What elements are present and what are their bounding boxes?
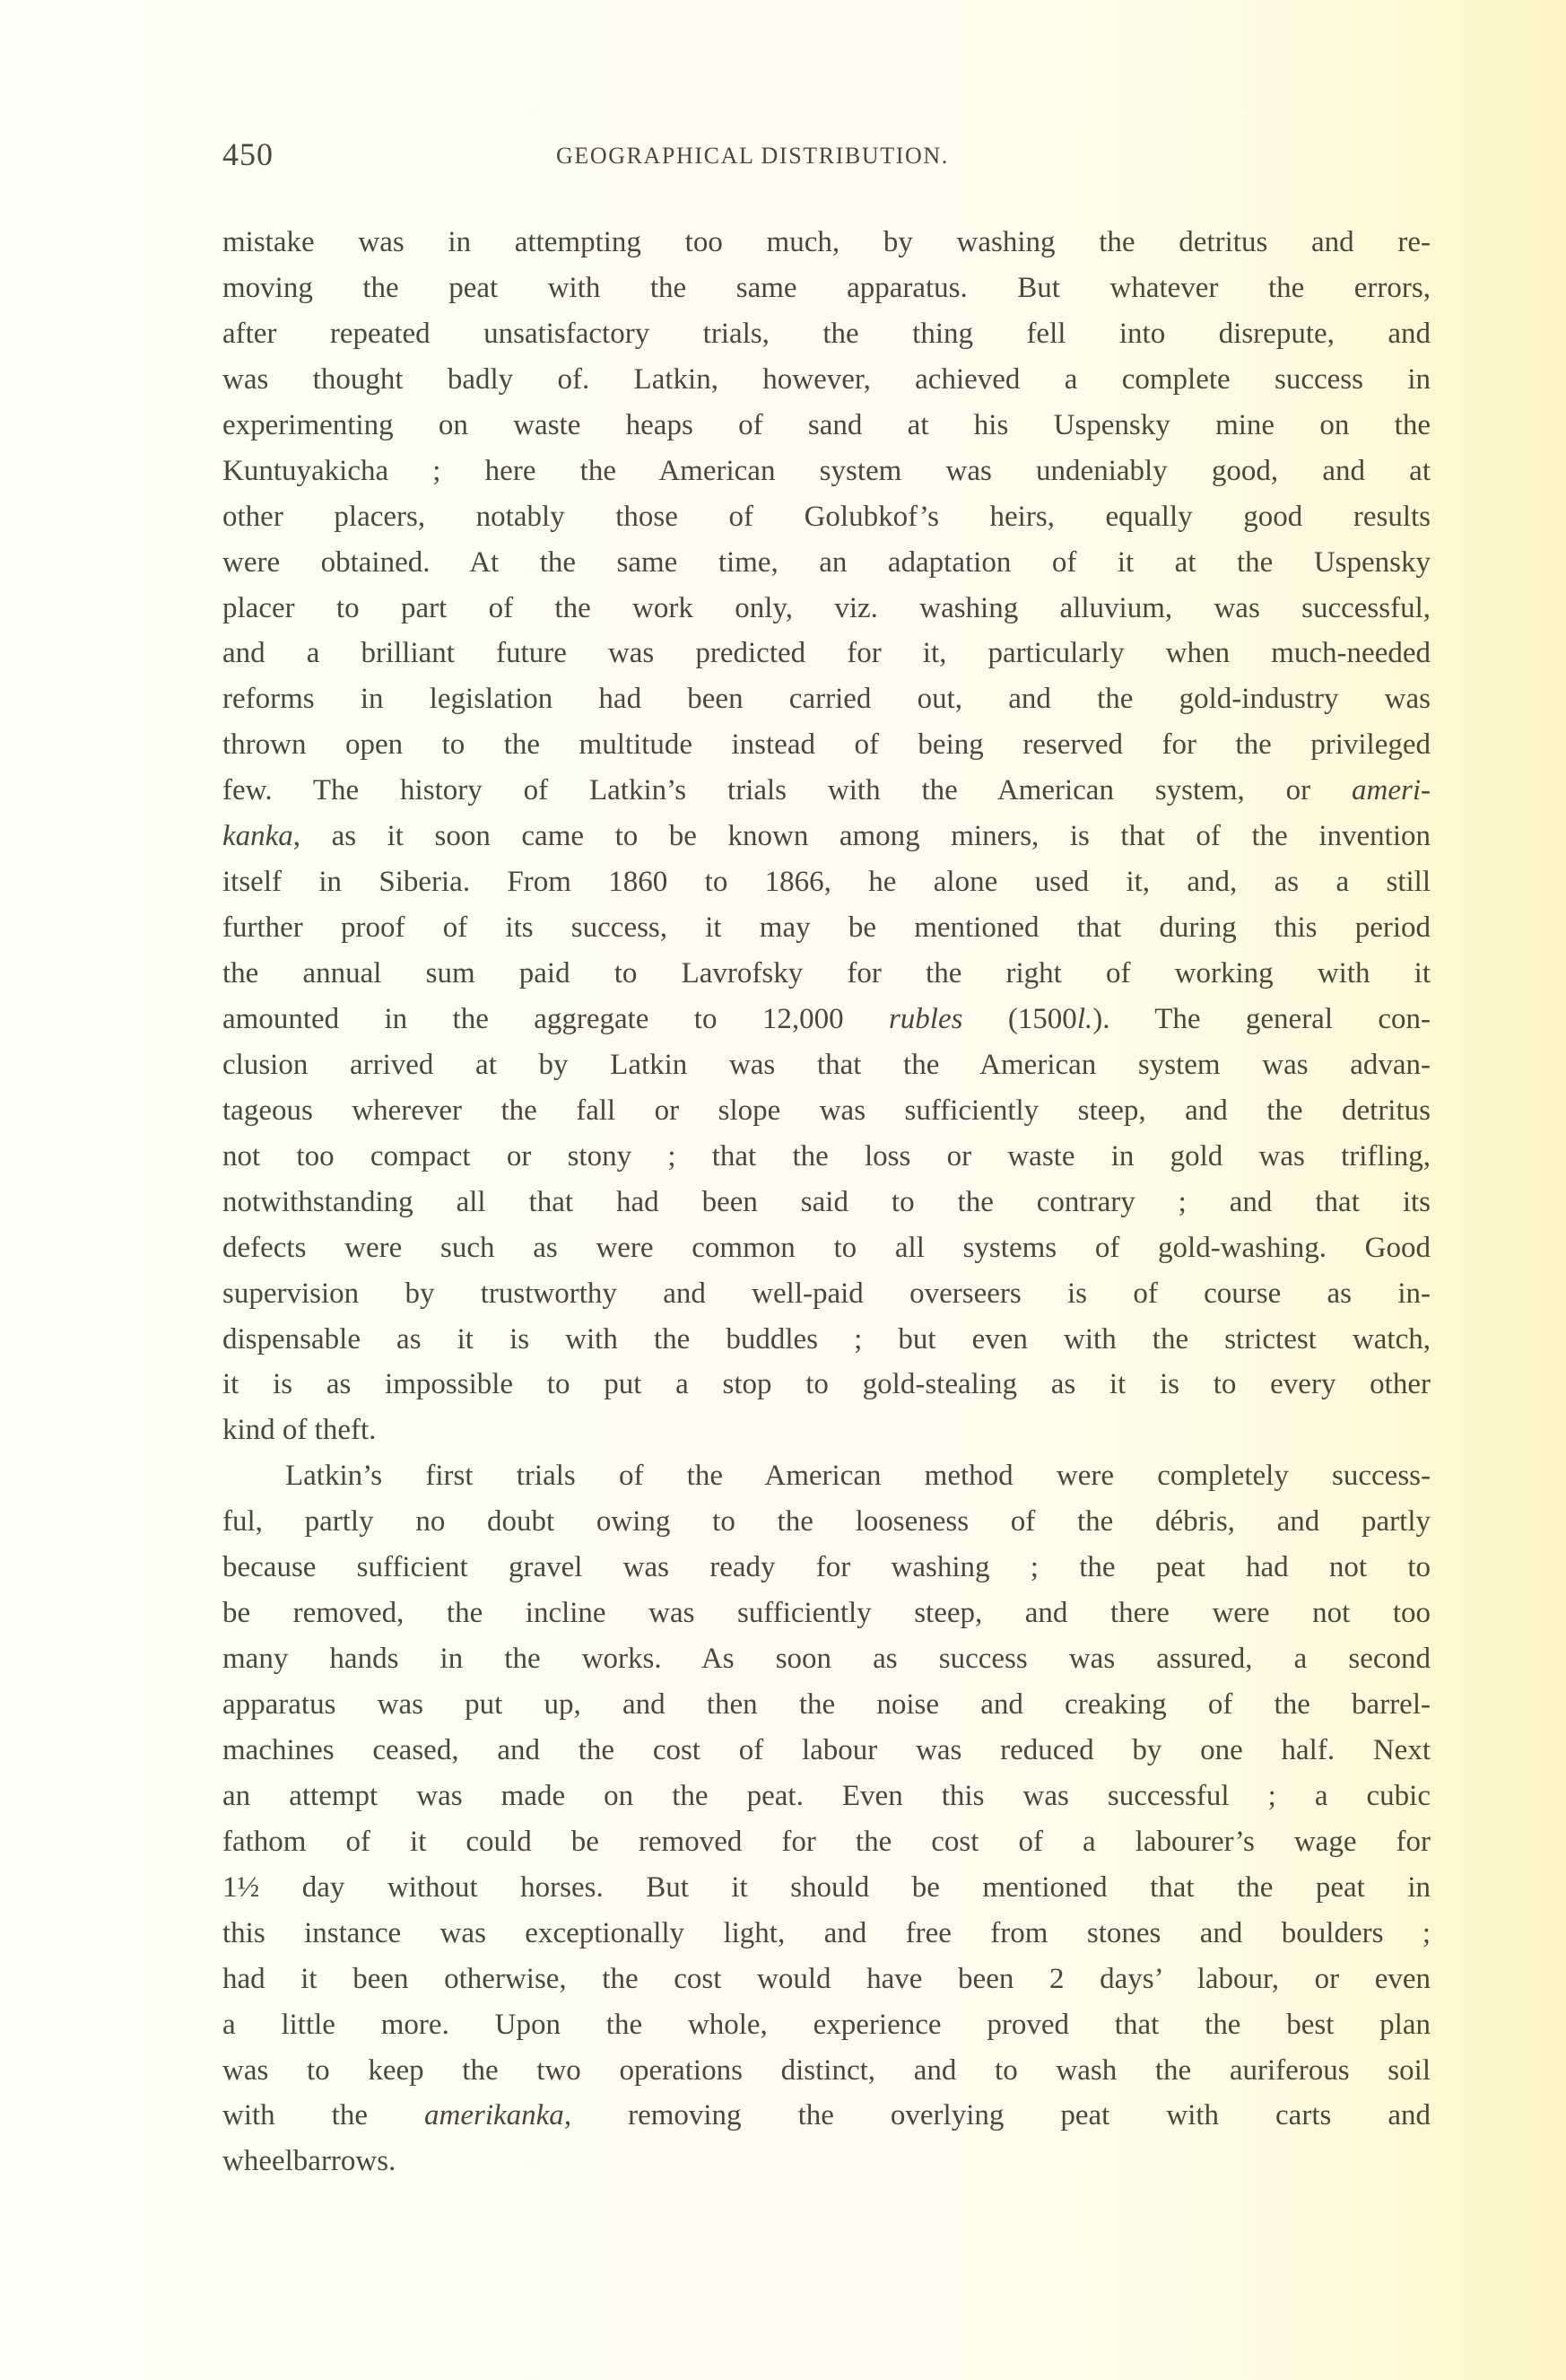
text-line: apparatus was put up, and then the noise and creaking of the barrel- bbox=[222, 1688, 1431, 1721]
text-line: was to keep the two operations distinct, and to wash the auriferous soil bbox=[222, 2053, 1431, 2087]
text-line: experimenting on waste heaps of sand at his Uspensky mine on the bbox=[222, 408, 1431, 441]
text-line: after repeated unsatisfactory trials, the thing fell into disrepute, and bbox=[222, 317, 1431, 350]
text-line: thrown open to the multitude instead of being reserved for the privileged bbox=[222, 728, 1431, 762]
paragraph bbox=[222, 220, 1431, 1453]
italic-term: kanka bbox=[222, 820, 293, 853]
text-line: ful, partly no doubt owing to the looseness of the débris, and partly bbox=[222, 1505, 1431, 1539]
italic-term: rubles bbox=[888, 1002, 963, 1035]
text-line: Latkin’s first trials of the American method were completely success- bbox=[285, 1460, 1431, 1493]
italic-term: amerikanka bbox=[424, 2099, 564, 2132]
text-line: reforms in legislation had been carried out, and the gold-industry was bbox=[222, 683, 1431, 716]
text-line: kind of theft. bbox=[222, 1414, 377, 1447]
text-line: defects were such as were common to all systems of gold-washing. Good bbox=[222, 1231, 1431, 1264]
text-line: itself in Siberia. From 1860 to 1866, he alone used it, and, as a still bbox=[222, 866, 1431, 899]
text-line: placer to part of the work only, viz. washing alluvium, was successful, bbox=[222, 591, 1431, 624]
text-line: dispensable as it is with the buddles ; but even with the strictest watch, bbox=[222, 1322, 1431, 1356]
text-line: Kuntuyakicha ; here the American system was undeniably good, and at bbox=[222, 454, 1431, 487]
text-line: were obtained. At the same time, an adaptation of it at the Uspensky bbox=[222, 545, 1431, 579]
paragraph bbox=[222, 1453, 1431, 2184]
text-line: with the amerikanka, removing the overlying peat with carts and bbox=[222, 2099, 1431, 2132]
text-line: 1½ day without horses. But it should be mentioned that the peat in bbox=[222, 1870, 1431, 1904]
text-line: machines ceased, and the cost of labour was reduced by one half. Next bbox=[222, 1733, 1431, 1766]
text-line: an attempt was made on the peat. Even this was successful ; a cubic bbox=[222, 1779, 1431, 1812]
page-header bbox=[222, 135, 1431, 174]
text-line: kanka, as it soon came to be known among miners, is that of the invention bbox=[222, 820, 1431, 853]
body-text bbox=[222, 220, 1431, 2184]
text-line: this instance was exceptionally light, and free from stones and boulders ; bbox=[222, 1916, 1431, 1949]
text-line: a little more. Upon the whole, experience proved that the best plan bbox=[222, 2008, 1431, 2041]
text-line: clusion arrived at by Latkin was that the American system was advan- bbox=[222, 1048, 1431, 1081]
running-head: GEOGRAPHICAL DISTRIBUTION. bbox=[556, 143, 949, 169]
text-line: few. The history of Latkin’s trials with the American system, or ameri- bbox=[222, 774, 1431, 807]
text-line: because sufficient gravel was ready for washing ; the peat had not to bbox=[222, 1551, 1431, 1584]
text-line: was thought badly of. Latkin, however, achieved a complete success in bbox=[222, 362, 1431, 396]
text-line: other placers, notably those of Golubkof’s heirs, equally good results bbox=[222, 500, 1431, 533]
text-line: and a brilliant future was predicted for it, particularly when much-needed bbox=[222, 637, 1431, 670]
text-line: not too compact or stony ; that the loss or waste in gold was trifling, bbox=[222, 1139, 1431, 1173]
text-line: fathom of it could be removed for the cost of a labourer’s wage for bbox=[222, 1825, 1431, 1858]
italic-term: l. bbox=[1076, 1002, 1093, 1035]
text-line: wheelbarrows. bbox=[222, 2145, 396, 2178]
italic-term: ameri- bbox=[1352, 774, 1431, 807]
text-line: notwithstanding all that had been said to the contrary ; and that its bbox=[222, 1185, 1431, 1218]
text-line: tageous wherever the fall or slope was sufficiently steep, and the detritus bbox=[222, 1094, 1431, 1127]
text-line: further proof of its success, it may be mentioned that during this period bbox=[222, 911, 1431, 945]
text-line: supervision by trustworthy and well-paid overseers is of course as in- bbox=[222, 1277, 1431, 1310]
text-line: moving the peat with the same apparatus. But whatever the errors, bbox=[222, 271, 1431, 304]
text-line: mistake was in attempting too much, by washing the detritus and re- bbox=[222, 226, 1431, 258]
text-line: had it been otherwise, the cost would have been 2 days’ labour, or even bbox=[222, 1962, 1431, 1995]
text-line: be removed, the incline was sufficiently steep, and there were not too bbox=[222, 1597, 1431, 1630]
text-line: the annual sum paid to Lavrofsky for the right of working with it bbox=[222, 957, 1431, 989]
text-line: amounted in the aggregate to 12,000 rubles (1500l.). The general con- bbox=[222, 1002, 1431, 1035]
text-line: it is as impossible to put a stop to gold-stealing as it is to every other bbox=[222, 1368, 1431, 1401]
page-number: 450 bbox=[222, 136, 274, 172]
text-line: many hands in the works. As soon as success was assured, a second bbox=[222, 1643, 1431, 1676]
